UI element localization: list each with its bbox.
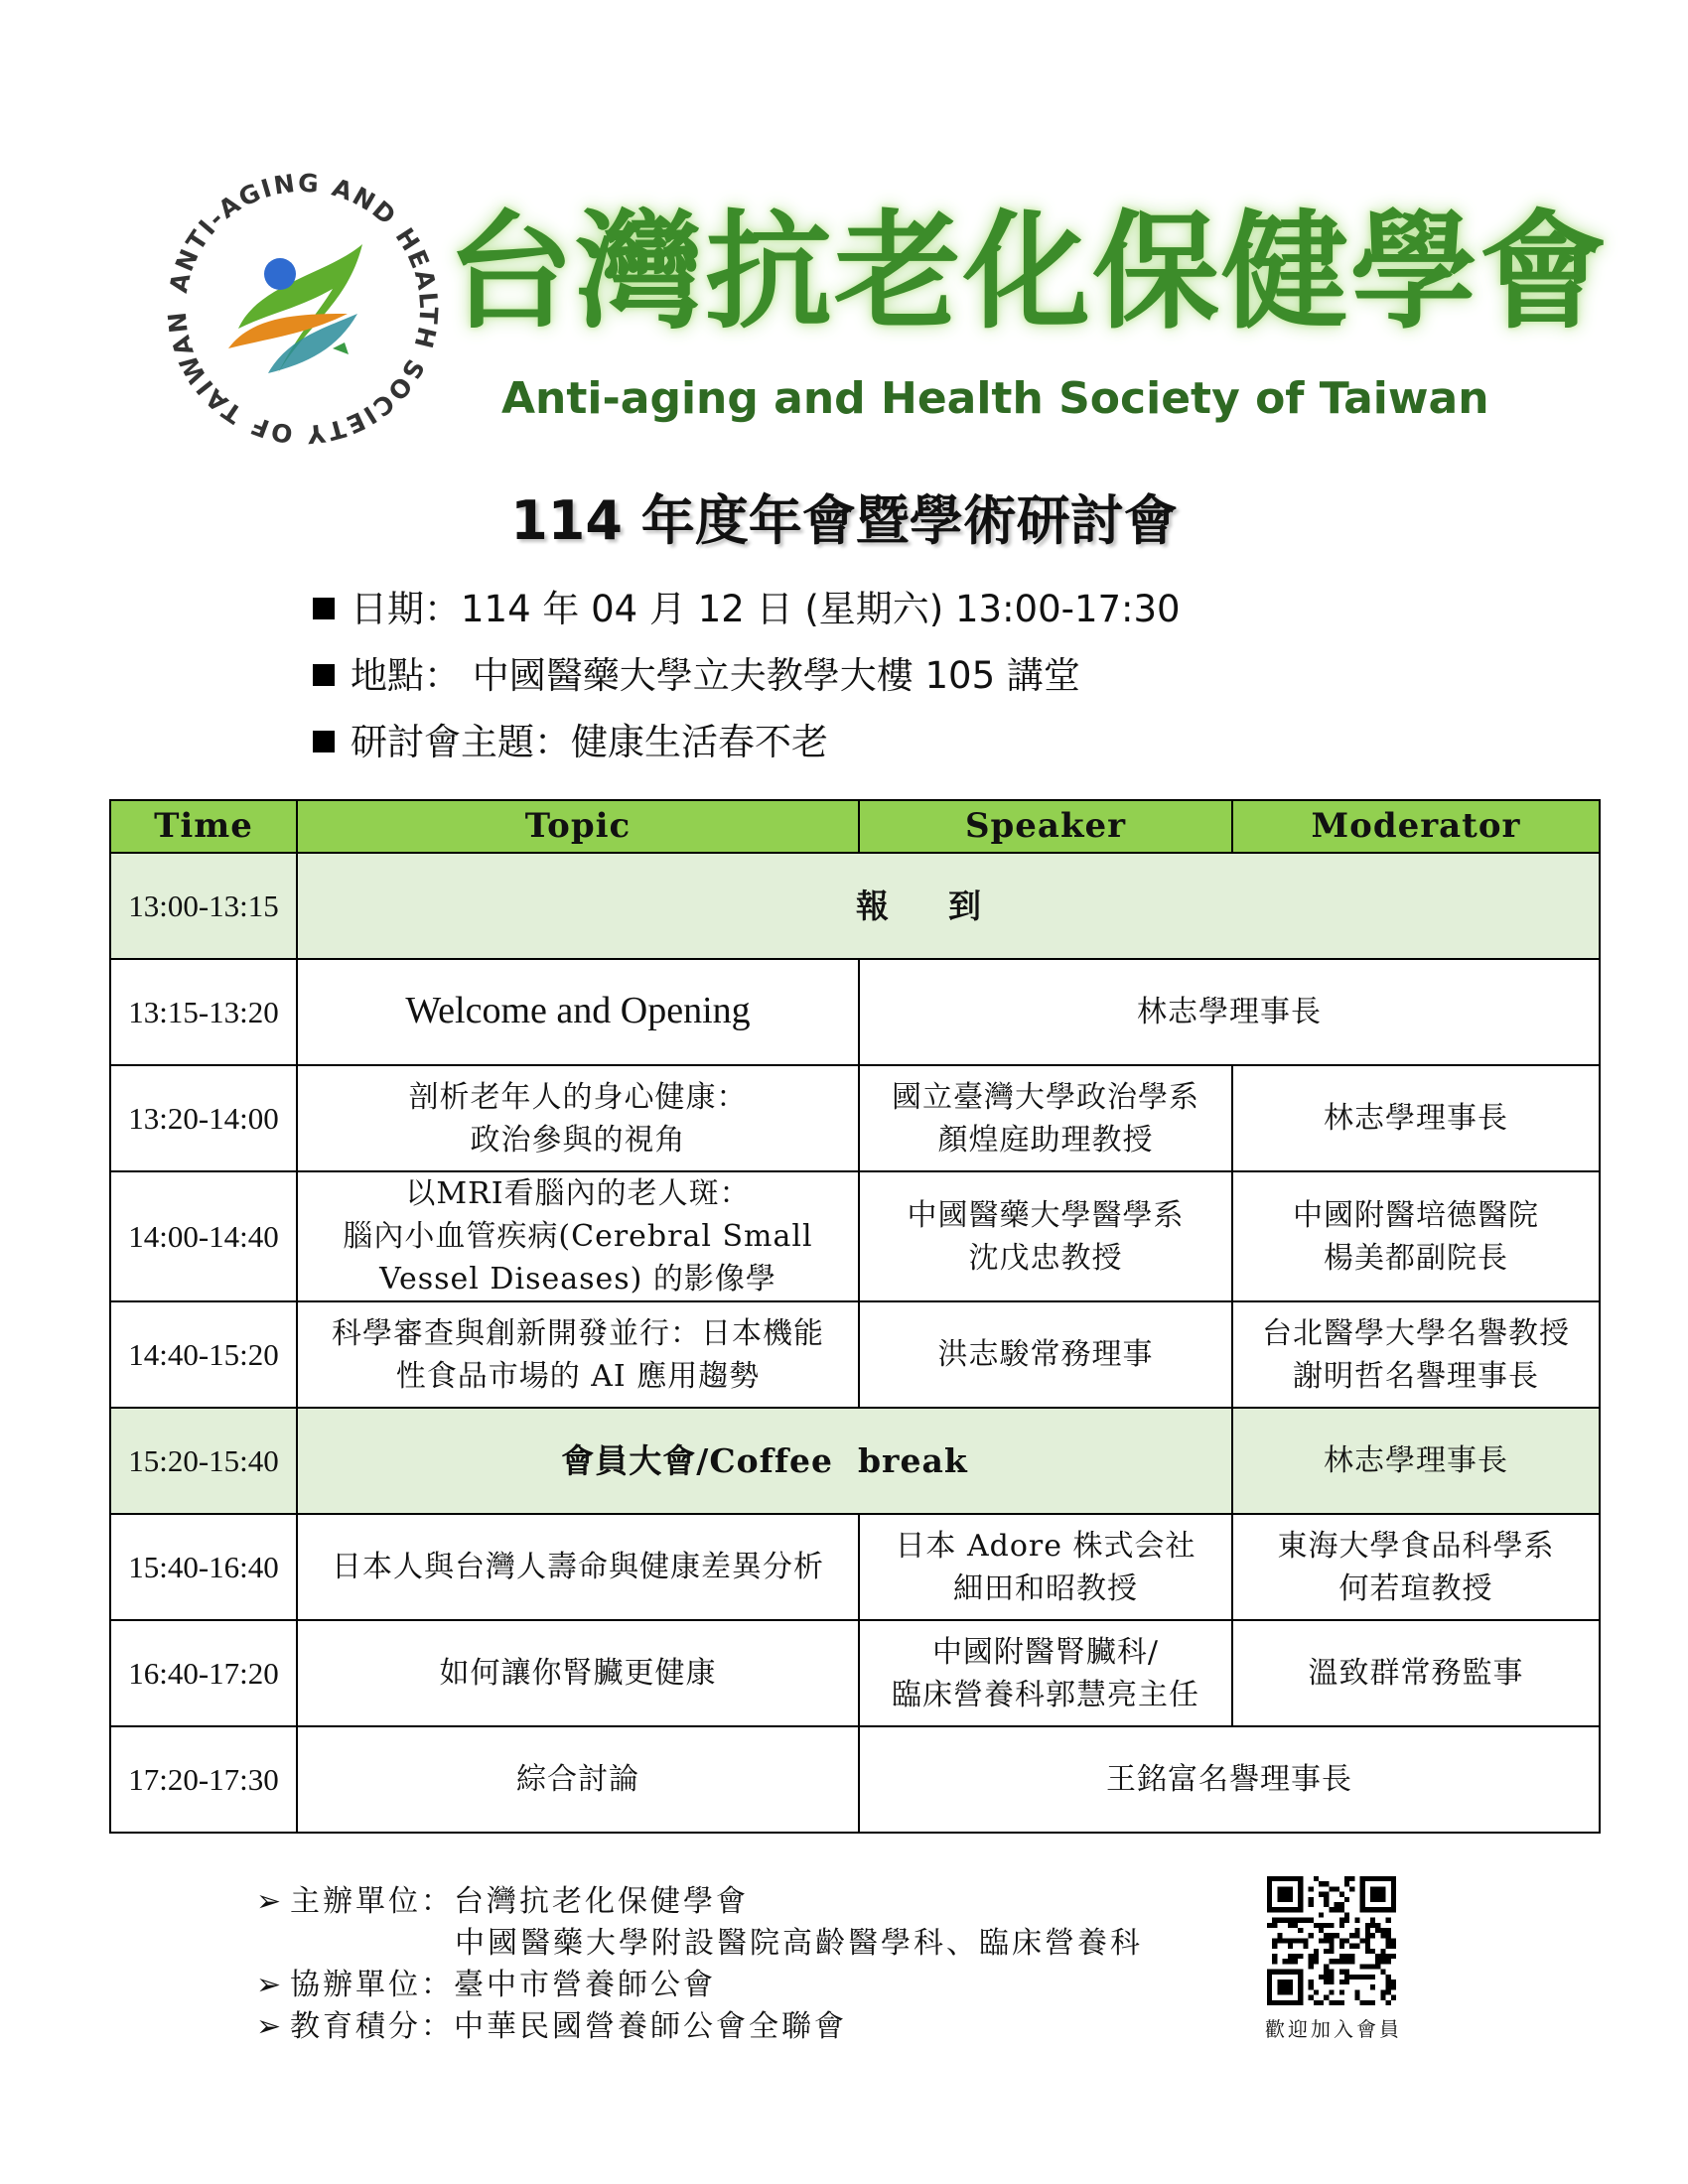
schedule-table: [109, 799, 1599, 1842]
event-theme: 研討會主題：健康生活春不老: [313, 713, 1504, 779]
society-name-chinese: 台灣抗老化保健學會: [447, 199, 1610, 346]
society-header: [149, 159, 1610, 457]
table-row: [110, 1171, 1600, 1301]
column-header-speaker: Speaker: [859, 800, 1232, 853]
seal-text: ANTI-AGING AND HEALTH SOCIETY OF TAIWAN: [162, 168, 444, 450]
moderator-cell: 溫致群常務監事: [1232, 1620, 1600, 1726]
time-cell: 14:00-14:40: [110, 1171, 297, 1301]
event-info: [313, 580, 1504, 779]
arrow-bullet-icon: ➢: [256, 1968, 285, 2002]
table-row: [110, 1726, 1600, 1833]
qr-caption: 歡迎加入會員: [1265, 2017, 1402, 2041]
event-date: 日期：114 年 04 月 12 日 (星期六) 13:00-17:30: [313, 580, 1504, 646]
time-cell: 16:40-17:20: [110, 1620, 297, 1726]
moderator-cell: 林志學理事長: [1232, 1065, 1600, 1171]
square-bullet-icon: [313, 664, 335, 686]
topic-cell: 會員大會/Coffee break: [297, 1408, 1232, 1514]
square-bullet-icon: [313, 731, 335, 752]
speaker-cell: 國立臺灣大學政治學系 顏煌庭助理教授: [859, 1065, 1232, 1171]
time-cell: 13:00-13:15: [110, 853, 297, 959]
moderator-cell: 台北醫學大學名譽教授 謝明哲名譽理事長: [1232, 1301, 1600, 1408]
table-row: [110, 1301, 1600, 1408]
column-header-topic: Topic: [297, 800, 859, 853]
topic-cell: 科學審查與創新開發並行：日本機能 性食品市場的 AI 應用趨勢: [297, 1301, 859, 1408]
table-header-row: [110, 800, 1600, 853]
table-row: [110, 853, 1600, 959]
speaker-cell: 洪志駿常務理事: [859, 1301, 1232, 1408]
arrow-bullet-icon: ➢: [256, 2009, 285, 2044]
moderator-cell: 東海大學食品科學系 何若瑄教授: [1232, 1514, 1600, 1620]
topic-cell: 剖析老年人的身心健康： 政治參與的視角: [297, 1065, 859, 1171]
topic-cell: 綜合討論: [297, 1726, 859, 1833]
table-row: [110, 1620, 1600, 1726]
host-organizer: ➢ 主辦單位：台灣抗老化保健學會: [256, 1881, 1249, 1923]
square-bullet-icon: [313, 598, 335, 619]
time-cell: 17:20-17:30: [110, 1726, 297, 1833]
topic-cell: 如何讓你腎臟更健康: [297, 1620, 859, 1726]
table-row: [110, 959, 1600, 1065]
event-title: 114 年度年會暨學術研討會: [510, 489, 1178, 552]
time-cell: 15:40-16:40: [110, 1514, 297, 1620]
time-cell: 13:20-14:00: [110, 1065, 297, 1171]
co-organizer: ➢ 協辦單位：臺中市營養師公會: [256, 1965, 1249, 2006]
column-header-moderator: Moderator: [1232, 800, 1600, 853]
topic-cell: 日本人與台灣人壽命與健康差異分析: [297, 1514, 859, 1620]
education-credit: ➢ 教育積分：中華民國營養師公會全聯會: [256, 2006, 1249, 2048]
moderator-cell: 中國附醫培德醫院 楊美都副院長: [1232, 1171, 1600, 1301]
speaker-cell: 中國附醫腎臟科/ 臨床營養科郭慧亮主任: [859, 1620, 1232, 1726]
speaker-cell: 王銘富名譽理事長: [859, 1726, 1600, 1833]
time-cell: 13:15-13:20: [110, 959, 297, 1065]
column-header-time: Time: [110, 800, 297, 853]
table-row: [110, 1408, 1600, 1514]
time-cell: 15:20-15:40: [110, 1408, 297, 1514]
speaker-cell: 日本 Adore 株式会社 細田和昭教授: [859, 1514, 1232, 1620]
speaker-cell: 林志學理事長: [859, 959, 1600, 1065]
svg-text:ANTI-AGING AND HEALTH SOCIETY: [163, 169, 444, 450]
arrow-bullet-icon: ➢: [256, 1884, 285, 1919]
host-organizer-2: 中國醫藥大學附設醫院高齡醫學科、臨床營養科: [455, 1926, 1143, 1961]
event-venue: 地點： 中國醫藥大學立夫教學大樓 105 講堂: [313, 646, 1504, 713]
topic-cell: 報到: [297, 853, 1600, 959]
organizers: [256, 1881, 1249, 2048]
time-cell: 14:40-15:20: [110, 1301, 297, 1408]
membership-qr-code[interactable]: [1267, 1876, 1396, 2005]
society-name-english: Anti-aging and Health Society of Taiwan: [501, 373, 1489, 424]
topic-cell: Welcome and Opening: [297, 959, 859, 1065]
table-row: [110, 1514, 1600, 1620]
table-row: [110, 1065, 1600, 1171]
society-seal-logo: [159, 165, 447, 453]
moderator-cell: 林志學理事長: [1232, 1408, 1600, 1514]
speaker-cell: 中國醫藥大學醫學系 沈戊忠教授: [859, 1171, 1232, 1301]
topic-cell: 以MRI看腦內的老人斑： 腦內小血管疾病(Cerebral Small Vessel Diseases) 的影像學: [297, 1171, 859, 1301]
